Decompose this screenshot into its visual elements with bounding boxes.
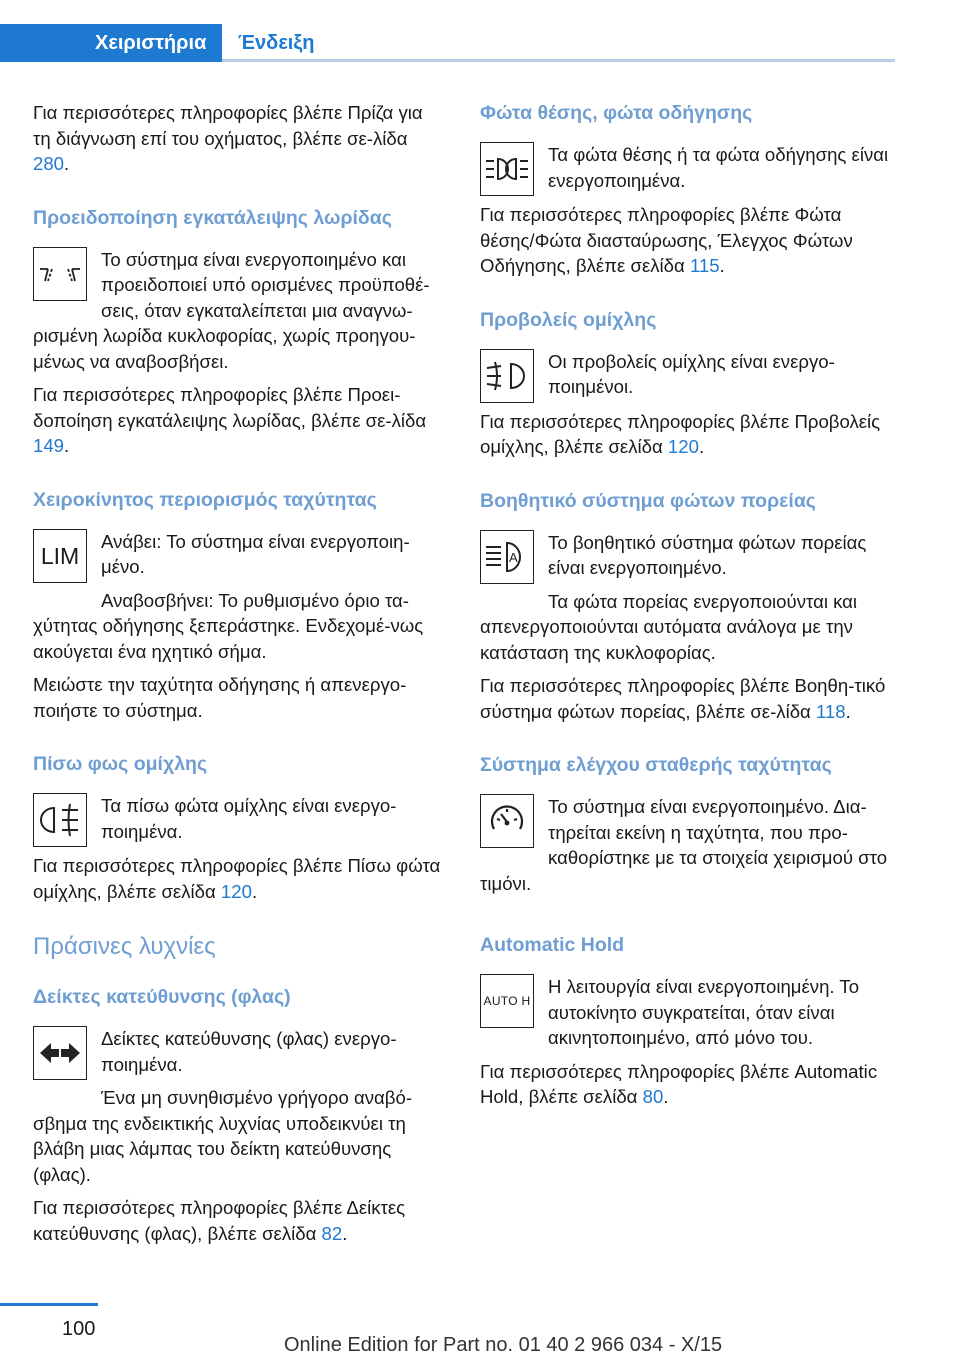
turn-desc: Δείκτες κατεύθυνσης (φλας) ενεργο‐ποιημένα.: [101, 1028, 397, 1075]
lane-departure-section: [33, 205, 443, 459]
rear-fog-light-icon: [33, 793, 87, 847]
edition-note: Online Edition for Part no. 01 40 2 966 034 - X/15: [284, 1334, 723, 1356]
assist-auto-text: Τα φώτα πορείας ενεργοποιούνται και απενεργοποιούνται αυτόματα ανάλογα με την κατάσταση της κυκλοφορίας.: [480, 590, 858, 663]
page-link[interactable]: 82: [321, 1222, 343, 1244]
section-heading: Προβολείς ομίχλης: [480, 308, 657, 331]
page-link[interactable]: 120: [667, 436, 699, 457]
footer-rule: [0, 1303, 98, 1306]
turn-flash-text: Ένα μη συνηθισμένο γρήγορο αναβό‐σβημα της ενδεικτικής λυχνίας υποδεικνύει τη βλάβη μιας λάμπας του δείκτη κατεύθυνσης (φλας).: [33, 1087, 413, 1185]
section-heading: Πίσω φως ομίχλης: [33, 753, 208, 775]
tab-controls[interactable]: Χειριστήρια: [0, 24, 222, 62]
high-beam-assist-icon: [480, 530, 534, 584]
high-beam-assist-section: [480, 488, 900, 725]
section-heading: Σύστημα ελέγχου σταθερής ταχύτητας: [480, 754, 832, 776]
cruise-control-icon: [480, 794, 534, 848]
section-heading: Φώτα θέσης, φώτα οδήγησης: [480, 102, 753, 124]
section-heading: Δείκτες κατεύθυνσης (φλας): [33, 986, 291, 1008]
autohold-more-info: Για περισσότερες πληροφορίες βλέπε Automatic Hold, βλέπε σελίδα 80.: [480, 1060, 878, 1107]
turn-signal-icon: [33, 1026, 87, 1080]
parking-desc: Τα φώτα θέσης ή τα φώτα οδήγησης είναι ενεργοποιημένα.: [548, 144, 889, 191]
parking-lights-section: [480, 100, 900, 279]
parking-more-info: Για περισσότερες πληροφορίες βλέπε Φώτα θέσης/Φώτα διασταύρωσης, Έλεγχος Φώτων Οδήγησης, βλέπε σελίδα 115.: [480, 204, 853, 276]
section-heading: Automatic Hold: [480, 934, 625, 956]
section-heading: Βοηθητικό σύστημα φώτων πορείας: [480, 489, 816, 512]
lane-more-info: Για περισσότερες πληροφορίες βλέπε Προει‐δοποίηση εγκατάλειψης λωρίδας, βλέπε σε‐λίδα 149.: [33, 384, 427, 456]
page-link[interactable]: 80: [642, 1086, 664, 1107]
cruise-control-section: [480, 752, 900, 904]
turn-signal-section: [33, 984, 443, 1246]
parking-light-icon: [480, 142, 534, 196]
automatic-hold-section: [480, 932, 900, 1110]
limit-on-text: Ανάβει: Το σύστημα είναι ενεργοποιη‐μένο.: [101, 530, 410, 577]
intro-paragraph: Για περισσότερες πληροφορίες βλέπε Πρίζα για τη διάγνωση επί του οχήματος, βλέπε σε‐λίδα 280.: [33, 102, 423, 174]
page-number: 100: [62, 1318, 96, 1340]
section-heading: Χειροκίνητος περιορισμός ταχύτητας: [33, 488, 377, 511]
header-tabs: [0, 0, 895, 62]
rear-fog-more-info: Για περισσότερες πληροφορίες βλέπε Πίσω φώτα ομίχλης, βλέπε σελίδα 120.: [33, 855, 441, 902]
left-column: [33, 100, 443, 1274]
rear-fog-section: [33, 751, 443, 904]
svg-text:A: A: [509, 549, 518, 565]
lane-desc: Το σύστημα είναι ενεργοποιημένο και προειδοποιεί υπό ορισμένες προϋποθέ‐σεις, όταν εγκαταλείπεται μια αναγνω‐ρισμένη λωρίδα κυκλοφορίας, χωρίς προηγου‐μένως να αναβοσβήσει.: [33, 248, 430, 372]
lane-departure-icon: [33, 247, 87, 301]
turn-more-info: Για περισσότερες πληροφορίες βλέπε Δείκτες κατεύθυνσης (φλας), βλέπε σελίδα 82.: [33, 1197, 406, 1244]
cruise-desc: Το σύστημα είναι ενεργοποιημένο. Δια‐τηρείται εκείνη η ταχύτητα, που προ‐καθορίστηκε με τα στοιχεία χειρισμού στο τιμόνι.: [480, 796, 888, 894]
rear-fog-desc: Τα πίσω φώτα ομίχλης είναι ενεργο‐ποιημένα.: [101, 795, 397, 842]
page-link[interactable]: 120: [220, 880, 252, 902]
speed-limiter-icon: LIM: [33, 529, 87, 583]
right-column: [480, 100, 900, 1138]
automatic-hold-icon: AUTO H: [480, 974, 534, 1028]
intro-section: [33, 100, 443, 177]
page-link[interactable]: 115: [689, 255, 720, 276]
tab-display[interactable]: Ένδειξη: [238, 32, 315, 54]
autohold-desc: Η λειτουργία είναι ενεργοποιημένη. Το αυτοκίνητο συγκρατείται, όταν είναι ακινητοποιημένο, από μόνο του.: [548, 976, 860, 1048]
limit-action-text: Μειώστε την ταχύτητα οδήγησης ή απενεργο‐ποιήστε το σύστημα.: [33, 674, 407, 721]
tab-underline: [222, 59, 895, 62]
limit-flash-text: Αναβοσβήνει: Το ρυθμισμένο όριο τα‐χύτητας οδήγησης ξεπεράστηκε. Ενδεχομέ‐νως ακούγεται ένα ηχητικό σήμα.: [33, 589, 424, 662]
front-fog-more-info: Για περισσότερες πληροφορίες βλέπε Προβολείς ομίχλης, βλέπε σελίδα 120.: [480, 410, 881, 457]
section-heading: Προειδοποίηση εγκατάλειψης λωρίδας: [33, 206, 392, 229]
front-fog-desc: Οι προβολείς ομίχλης είναι ενεργο‐ποιημένοι.: [548, 350, 835, 397]
page-link[interactable]: 149: [33, 435, 65, 456]
speed-limiter-section: [33, 487, 443, 724]
assist-more-info: Για περισσότερες πληροφορίες βλέπε Βοηθη‐τικό σύστημα φώτων πορείας, βλέπε σε‐λίδα 118.: [480, 675, 886, 722]
front-fog-light-icon: [480, 349, 534, 403]
green-lamps-heading: Πράσινες λυχνίες: [33, 933, 216, 960]
front-fog-section: [480, 307, 900, 460]
page-link[interactable]: 118: [815, 700, 846, 722]
assist-desc: Το βοηθητικό σύστημα φώτων πορείας είναι ενεργοποιημένο.: [548, 531, 867, 578]
page-link[interactable]: 280: [33, 153, 65, 174]
